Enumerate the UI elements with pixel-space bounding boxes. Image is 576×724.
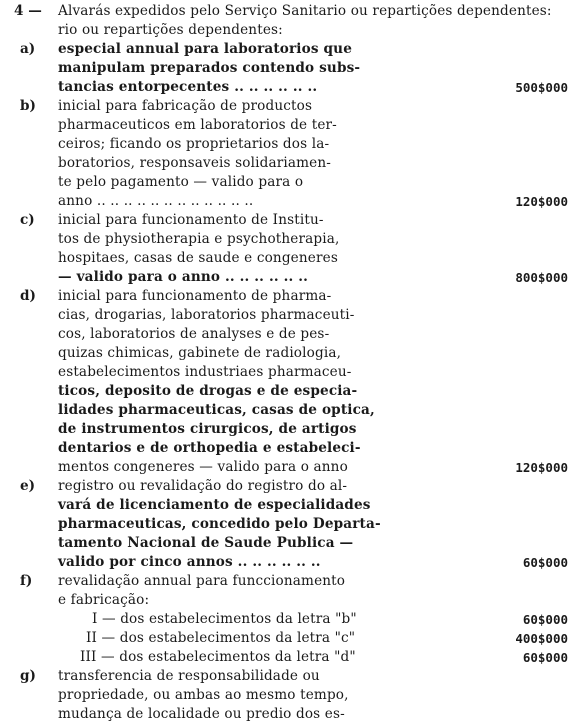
line-text: dentarios e de orthopedia e estabeleci- [58,440,361,456]
document-line [0,173,576,192]
fee-value: 800$000 [515,270,568,285]
document-line [0,2,576,21]
document-line [0,211,576,230]
line-text: lidades pharmaceuticas, casas de optica, [58,402,375,418]
item-marker: b) [20,98,36,114]
fee-value: 60$000 [522,612,568,627]
line-text: tancias entorpecentes .. .. .. .. .. .. [58,79,318,95]
fee-value: 500$000 [515,80,568,95]
line-text: II — dos estabelecimentos da letra "c" [86,630,356,646]
line-text: vará de licenciamento de especialidades [58,497,371,513]
document-line [0,648,576,667]
item-marker: e) [20,478,36,494]
item-marker: d) [20,288,36,304]
document-line [0,420,576,439]
fee-value: 120$000 [515,194,568,209]
document-line [0,382,576,401]
document-line [0,135,576,154]
line-text: I — dos estabelecimentos da letra "b" [92,611,357,627]
line-text: propriedade, ou ambas ao mesmo tempo, [58,687,349,703]
item-marker: 4 — [14,3,42,19]
line-text: inicial para fabricação de productos [58,98,313,114]
document-line [0,325,576,344]
document-line [0,705,576,724]
line-text: ticos, deposito de drogas e de especia- [58,383,358,399]
item-marker: a) [20,41,36,57]
line-text: boratorios, responsaveis solidariamen- [58,155,331,171]
line-text: inicial para funcionamento de pharma- [58,288,332,304]
line-text: especial annual para laboratorios que [58,41,353,57]
fee-value: 120$000 [515,460,568,475]
line-text: de instrumentos cirurgicos, de artigos [58,421,357,437]
document-line [0,59,576,78]
line-text: mudança de localidade ou predio dos es- [58,706,345,722]
line-text: quizas chimicas, gabinete de radiologia, [58,345,342,361]
document-line [0,667,576,686]
line-text: cos, laboratorios de analyses e de pes- [58,326,330,342]
fee-value: 60$000 [522,650,568,665]
line-text: cias, drogarias, laboratorios pharmaceuti- [58,307,355,323]
line-text: tamento Nacional de Saude Publica — [58,535,354,551]
line-text: Alvarás expedidos pelo Serviço Sanitario ou repartições dependentes: [58,3,552,19]
document-line [0,629,576,648]
document-line [0,344,576,363]
item-marker: f) [20,573,33,589]
document-line [0,306,576,325]
document-line [0,553,576,572]
item-marker: g) [20,668,36,684]
line-text: valido por cinco annos .. .. .. .. .. .. [58,554,321,570]
document-line [0,401,576,420]
document-line [0,230,576,249]
document-line [0,591,576,610]
line-text: registro ou revalidação do registro do al- [58,478,348,494]
document-line [0,686,576,705]
document-line [0,496,576,515]
line-text: te pelo pagamento — valido para o [58,174,304,190]
document-line [0,610,576,629]
line-text: e fabricação: [58,592,150,608]
document-line [0,439,576,458]
line-text: rio ou repartições dependentes: [58,22,283,38]
line-text: mentos congeneres — valido para o anno [58,459,348,475]
line-text: estabelecimentos industriaes pharmaceu- [58,364,352,380]
document-line [0,477,576,496]
document-line [0,40,576,59]
document-line [0,534,576,553]
line-text: pharmaceuticos em laboratorios de ter- [58,117,337,133]
document-line [0,572,576,591]
document-line [0,78,576,97]
line-text: ceiros; ficando os proprietarios dos la- [58,136,330,152]
document-line [0,192,576,211]
document-line [0,249,576,268]
line-text: — valido para o anno .. .. .. .. .. .. [58,269,309,285]
line-text: III — dos estabelecimentos da letra "d" [80,649,356,665]
line-text: revalidação annual para funccionamento [58,573,346,589]
item-marker: c) [20,212,35,228]
document-line [0,458,576,477]
document-line [0,97,576,116]
document-line [0,363,576,382]
document-line [0,154,576,173]
line-text: hospitaes, casas de saude e congeneres [58,250,338,266]
fee-value: 400$000 [515,631,568,646]
line-text: anno .. .. .. .. .. .. .. .. .. .. .. .. [58,193,254,209]
line-text: pharmaceuticas, concedido pelo Departa- [58,516,381,532]
document-line [0,116,576,135]
line-text: manipulam preparados contendo subs- [58,60,361,76]
document-line [0,515,576,534]
line-text: transferencia de responsabilidade ou [58,668,320,684]
fee-value: 60$000 [522,555,568,570]
line-text: inicial para funcionamento de Institu- [58,212,324,228]
document-line [0,287,576,306]
document-line [0,21,576,40]
line-text: tos de physiotherapia e psychotherapia, [58,231,340,247]
document-line [0,268,576,287]
